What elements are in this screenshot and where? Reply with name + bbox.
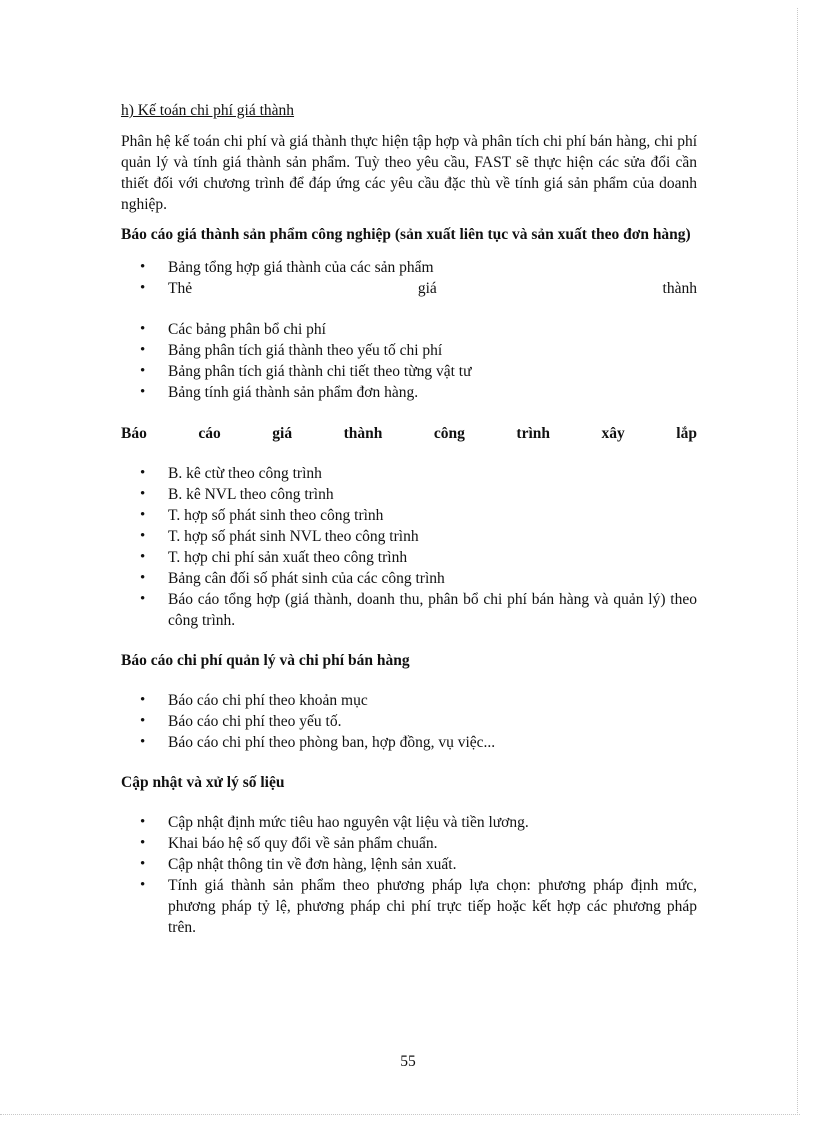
bullet-icon: • [140,713,146,729]
bullet-icon: • [140,259,146,275]
list-item: • Các bảng phân bổ chi phí [140,321,326,338]
bullet-icon: • [140,384,146,400]
page-number: 55 [400,1053,416,1070]
list-item: • T. hợp số phát sinh theo công trình [140,507,384,524]
bullet-icon: • [140,549,146,565]
bullet-icon: • [140,465,146,481]
admin-sales-report-heading: Báo cáo chi phí quản lý và chi phí bán hàng [121,652,410,669]
bullet-icon: • [140,280,146,296]
bullet-icon: • [140,528,146,544]
list-item: • Bảng phân tích giá thành theo yếu tố chi phí [140,342,443,359]
bullet-icon: • [140,342,146,358]
list-item: • Bảng tính giá thành sản phẩm đơn hàng. [140,384,419,401]
bullet-icon: • [140,835,146,851]
bullet-icon: • [140,591,146,607]
bullet-icon: • [140,814,146,830]
bullet-icon: • [140,734,146,750]
list-item: • Cập nhật thông tin về đơn hàng, lệnh sản xuất. [140,856,457,873]
list-item: • Thẻ giá thành [140,280,697,297]
data-update-list [121,812,697,938]
list-item: • Khai báo hệ số quy đổi về sản phẩm chuẩn. [140,835,438,852]
industrial-report-list-cont [121,319,697,403]
document-body [121,100,697,938]
page-edge-right [797,8,798,1113]
list-item: • Cập nhật định mức tiêu hao nguyên vật liệu và tiền lương. [140,814,529,831]
list-item: • Bảng phân tích giá thành chi tiết theo từng vật tư [140,363,472,380]
admin-sales-report-list [121,690,697,753]
bullet-icon: • [140,507,146,523]
bullet-icon: • [140,692,146,708]
bullet-icon: • [140,363,146,379]
bullet-icon: • [140,877,146,893]
list-item: • B. kê ctừ theo công trình [140,465,322,482]
intro-paragraph: Phân hệ kế toán chi phí và giá thành thực hiện tập hợp và phân tích chi phí bán hàng, chi phí quản lý và tính giá thành sản phẩm. Tuỳ theo yêu cầu, FAST sẽ thực hiện các sửa đổi cần thiết đối với chương trình để đáp ứng các yêu cầu đặc thù về tính giá sản phẩm của doanh nghiệp. [121,133,697,213]
page-edge-bottom [0,1114,800,1115]
bullet-icon: • [140,486,146,502]
bullet-icon: • [140,321,146,337]
bullet-icon: • [140,856,146,872]
list-item: • Báo cáo chi phí theo yếu tố. [140,713,342,730]
section-title: h) Kế toán chi phí giá thành [121,102,295,119]
list-item: • Bảng tổng hợp giá thành của các sản phẩm [140,259,434,276]
list-item: • Báo cáo tổng hợp (giá thành, doanh thu, phân bổ chi phí bán hàng và quản lý) theo công trình. [140,591,697,629]
list-item: • T. hợp số phát sinh NVL theo công trình [140,528,419,545]
industrial-report-heading: Báo cáo giá thành sản phẩm công nghiệp (sản xuất liên tục và sản xuất theo đơn hàng) [121,226,691,243]
list-item: • T. hợp chi phí sản xuất theo công trình [140,549,408,566]
list-item: • Bảng cân đối số phát sinh của các công trình [140,570,445,587]
list-item: • Tính giá thành sản phẩm theo phương pháp lựa chọn: phương pháp định mức, phương pháp tỷ lệ, phương pháp chi phí trực tiếp hoặc kết hợp các phương pháp trên. [140,877,697,936]
industrial-report-list [121,257,697,299]
construction-report-list [121,463,697,631]
list-item: • Báo cáo chi phí theo phòng ban, hợp đồng, vụ việc... [140,734,496,751]
bullet-icon: • [140,570,146,586]
list-item: • B. kê NVL theo công trình [140,486,334,503]
construction-report-heading: Báo cáo giá thành công trình xây lắp [121,425,697,442]
list-item: • Báo cáo chi phí theo khoản mục [140,692,368,709]
data-update-heading: Cập nhật và xử lý số liệu [121,774,285,791]
